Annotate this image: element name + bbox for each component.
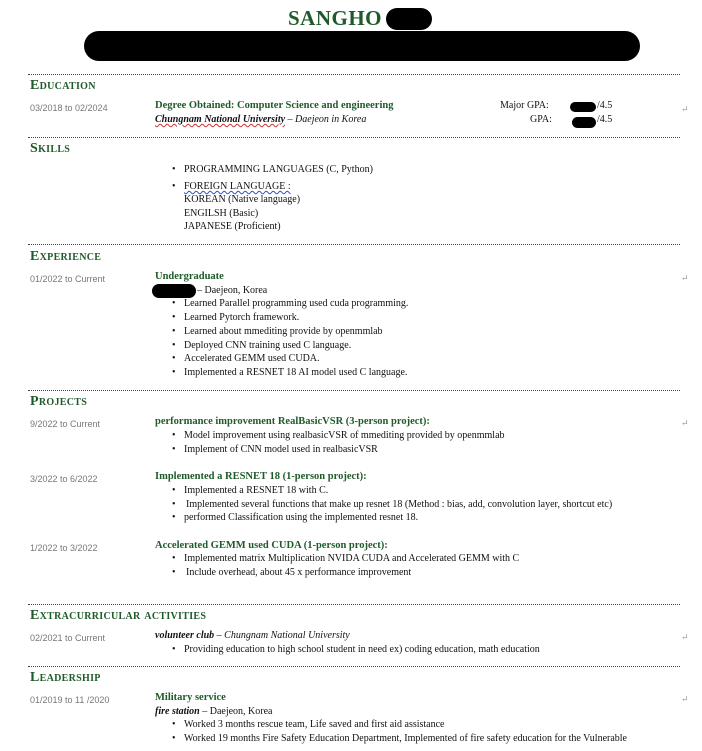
experience-bullet: Deployed CNN training used C language. <box>184 340 352 351</box>
extracurricular-bullet: Providing education to high school student in need ex) coding education, math education <box>184 644 540 655</box>
bullet-icon: • <box>172 553 176 564</box>
club-org: – Chungnam National University <box>214 630 350 641</box>
bullet-icon: • <box>172 367 176 378</box>
skill-item: PROGRAMMING LANGUAGES (C, Python) <box>184 164 373 175</box>
project-date: 1/2022 to 3/2022 <box>30 543 98 553</box>
degree-title: Degree Obtained: Computer Science and engineering <box>155 100 394 111</box>
experience-location: – Daejeon, Korea <box>197 285 268 296</box>
paragraph-mark-icon: ↵ <box>681 273 689 283</box>
bullet-icon: • <box>172 430 176 441</box>
bullet-icon: • <box>172 512 176 523</box>
divider <box>28 390 680 391</box>
leadership-date: 01/2019 to 11 /2020 <box>30 695 110 705</box>
school-name: Chungnam National University <box>155 114 286 125</box>
project-bullet: Include overhead, about 45 x performance improvement <box>186 567 412 578</box>
education-date: 03/2018 to 02/2024 <box>30 103 108 113</box>
divider <box>28 604 680 605</box>
resume-name: SANGHO <box>288 6 383 30</box>
bullet-icon: • <box>172 340 176 351</box>
major-gpa-label: Major GPA: <box>500 100 549 111</box>
section-title-projects: Projects <box>30 394 88 409</box>
redacted-employer <box>152 284 196 298</box>
bullet-icon: • <box>172 326 176 337</box>
project-title: performance improvement RealBasicVSR (3-person project): <box>155 416 430 427</box>
bullet-icon: • <box>172 499 176 510</box>
unit-location: – Daejeon, Korea <box>199 706 273 717</box>
divider <box>28 244 680 245</box>
experience-bullet: Learned Parallel programming used cuda programming. <box>184 298 409 309</box>
project-date: 9/2022 to Current <box>30 419 101 429</box>
skill-item: FOREIGN LANGUAGE : <box>184 181 291 192</box>
leadership-bullet: Worked 3 months rescue team, Life saved and first aid assistance <box>184 719 445 730</box>
experience-bullet: Implemented a RESNET 18 AI model used C language. <box>184 367 408 378</box>
school-line <box>155 114 366 125</box>
section-title-experience: Experience <box>30 249 102 264</box>
unit-name: fire station <box>155 706 200 717</box>
divider <box>28 74 680 75</box>
skill-item: JAPANESE (Proficient) <box>184 221 281 232</box>
bullet-icon: • <box>172 733 176 744</box>
leadership-unit-line <box>155 706 272 717</box>
paragraph-mark-icon: ↵ <box>681 418 689 428</box>
redacted-gpa <box>572 117 596 128</box>
major-gpa-suffix: /4.5 <box>597 100 613 111</box>
section-title-education: Education <box>30 78 96 93</box>
leadership-role: Military service <box>155 692 226 703</box>
project-bullet: Model improvement using realbasicVSR of mmediting provided by openmmlab <box>184 430 505 441</box>
project-bullet: Implement of CNN model used in realbasicVSR <box>184 444 378 455</box>
bullet-icon: • <box>172 353 176 364</box>
experience-bullet: Accelerated GEMM used CUDA. <box>184 353 320 364</box>
experience-bullet: Learned about mmediting provide by openmmlab <box>184 326 383 337</box>
divider <box>28 666 680 667</box>
gpa-suffix: /4.5 <box>597 114 613 125</box>
skill-item: KOREAN (Native language) <box>184 194 301 205</box>
extracurricular-date: 02/2021 to Current <box>30 633 106 643</box>
bullet-icon: • <box>172 644 176 655</box>
project-bullet: performed Classification using the implemented resnet 18. <box>184 512 419 523</box>
bullet-icon: • <box>172 485 176 496</box>
bullet-icon: • <box>172 719 176 730</box>
bullet-icon: • <box>172 298 176 309</box>
bullet-icon: • <box>172 444 176 455</box>
experience-bullet: Learned Pytorch framework. <box>184 312 300 323</box>
redacted-surname <box>386 8 432 30</box>
bullet-icon: • <box>172 181 176 192</box>
skill-item: ENGILSH (Basic) <box>184 208 259 219</box>
section-title-extracurricular: Extracurricular activities <box>30 608 207 623</box>
experience-date: 01/2022 to Current <box>30 274 106 284</box>
school-location: – Daejeon in Korea <box>285 114 367 125</box>
bullet-icon: • <box>172 567 176 578</box>
paragraph-mark-icon: ↵ <box>681 104 689 114</box>
project-bullet: Implemented matrix Multiplication NVIDA CUDA and Accelerated GEMM with C <box>184 553 520 564</box>
divider <box>28 137 680 138</box>
bullet-icon: • <box>172 164 176 175</box>
bullet-icon: • <box>172 312 176 323</box>
project-title: Implemented a RESNET 18 (1-person project): <box>155 471 367 482</box>
project-bullet: Implemented a RESNET 18 with C. <box>184 485 329 496</box>
project-title: Accelerated GEMM used CUDA (1-person project): <box>155 540 388 551</box>
paragraph-mark-icon: ↵ <box>681 632 689 642</box>
gpa-label: GPA: <box>530 114 552 125</box>
club-name: volunteer club <box>155 630 215 641</box>
project-bullet: Implemented several functions that make up resnet 18 (Method : bias, add, convolution layer, shortcut etc) <box>186 499 613 510</box>
experience-role: Undergraduate <box>155 271 224 282</box>
section-title-skills: Skills <box>30 141 71 156</box>
section-title-leadership: Leadership <box>30 670 101 685</box>
extracurricular-club-line <box>155 630 350 641</box>
project-date: 3/2022 to 6/2022 <box>30 474 98 484</box>
redacted-major-gpa <box>570 102 596 112</box>
paragraph-mark-icon: ↵ <box>681 694 689 704</box>
leadership-bullet: Worked 19 months Fire Safety Education Department, Implemented of fire safety education for the Vulnerable <box>184 733 627 744</box>
redacted-contact-info <box>84 31 640 61</box>
